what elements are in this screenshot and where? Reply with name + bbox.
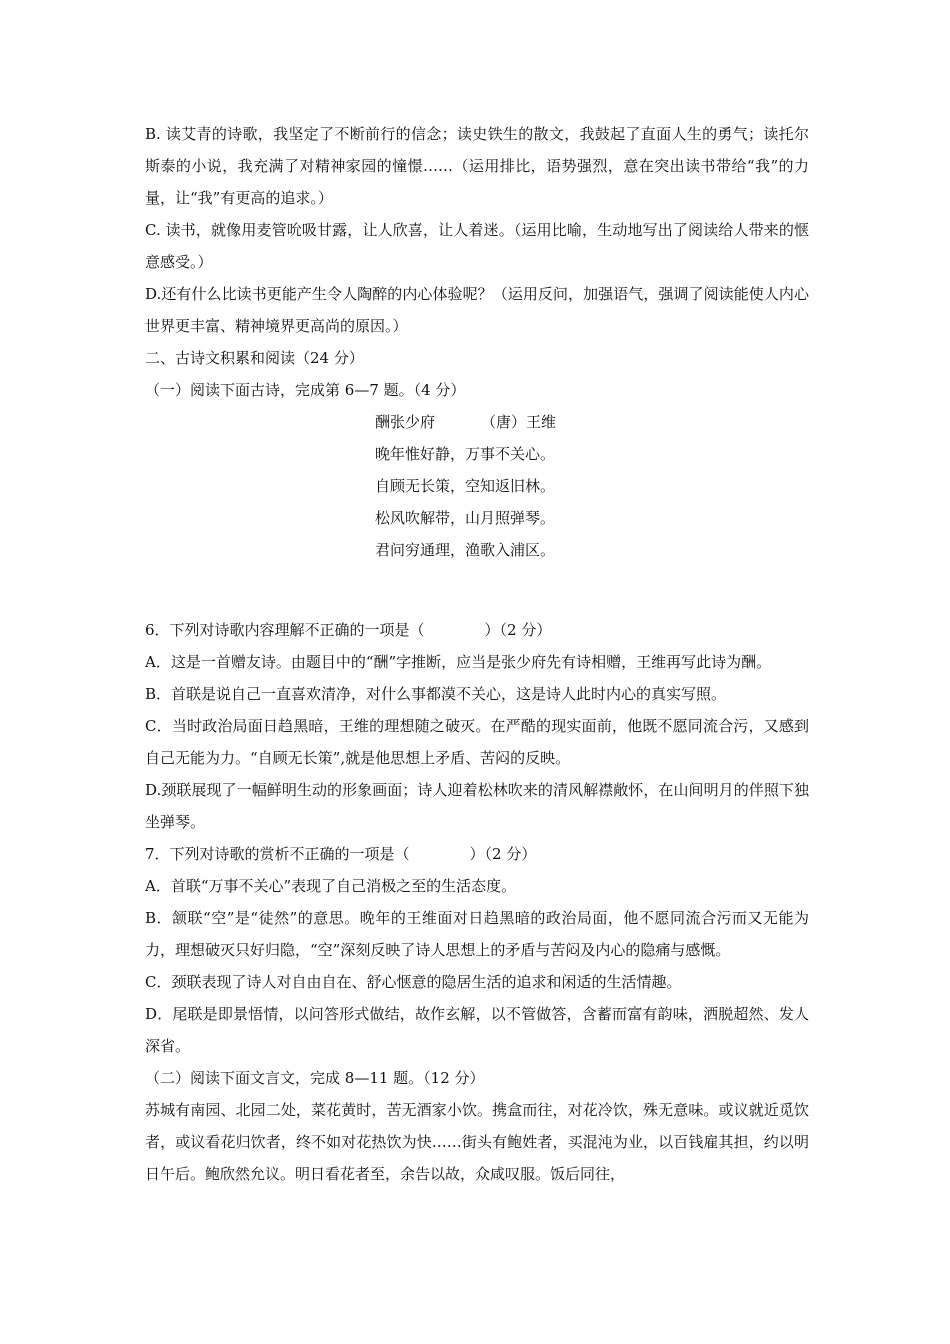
exam-page [145, 118, 809, 1190]
poem-title: 酬张少府 [375, 413, 436, 431]
classical-passage: 苏城有南园、北园二处，菜花黄时，苦无酒家小饮。携盒而往，对花冷饮，殊无意味。或议就近觅饮者，或议看花归饮者，终不如对花热饮为快……街头有鲍姓者，买混沌为业，以百钱雇其担，约以明日午后。鲍欣然允议。明日看花者至，余告以故，众咸叹服。饭后同往， [145, 1101, 809, 1183]
q6-stem: 6．下列对诗歌内容理解不正确的一项是（ ）（2 分） [145, 621, 552, 639]
q7-option-d: D．尾联是即景悟情，以问答形式做结，故作玄解，以不管做答，含蓄而富有韵味，洒脱超然、发人深省。 [145, 1005, 809, 1055]
poem-line: 君问穷通理，渔歌入浦区。 [375, 541, 556, 559]
poem-line: 晚年惟好静，万事不关心。 [375, 445, 556, 463]
q5-option-c: C. 读书，就像用麦管吮吸甘露，让人欣喜，让人着迷。（运用比喻，生动地写出了阅读给人带来的惬意感受。） [145, 221, 809, 271]
q7-option-c: C．颈联表现了诗人对自由自在、舒心惬意的隐居生活的追求和闲适的生活情趣。 [145, 973, 682, 991]
poem-line: 松风吹解带，山月照弹琴。 [375, 509, 556, 527]
q6-option-b: B．首联是说自己一直喜欢清净，对什么事都漠不关心，这是诗人此时内心的真实写照。 [145, 685, 727, 703]
spacer [145, 566, 809, 614]
poem-line: 自顾无长策，空知返旧林。 [375, 477, 556, 495]
q5-option-b: B. 读艾青的诗歌，我坚定了不断前行的信念；读史铁生的散文，我鼓起了直面人生的勇气；读托尔斯泰的小说，我充满了对精神家园的憧憬……（运用排比，语势强烈，意在突出读书带给“我”的力量，让“我”有更高的追求。） [145, 125, 809, 207]
q6-option-c: C．当时政治局面日趋黑暗，王维的理想随之破灭。在严酷的现实面前，他既不愿同流合污，又感到自己无能为力。“自顾无长策”,就是他思想上矛盾、苦闷的反映。 [145, 717, 809, 767]
poem [375, 406, 809, 566]
q7-option-a: A．首联“万事不关心”表现了自己消极之至的生活态度。 [145, 877, 517, 895]
section-heading: 二、古诗文积累和阅读（24 分） [145, 349, 364, 367]
q7-option-b: B．颔联“空”是“徒然”的意思。晚年的王维面对日趋黑暗的政治局面，他不愿同流合污而又无能为力，理想破灭只好归隐，“空”深刻反映了诗人思想上的矛盾与苦闷及内心的隐痛与感慨。 [145, 909, 809, 959]
part2-heading: （二）阅读下面文言文，完成 8—11 题。（12 分） [145, 1069, 485, 1087]
poem-title-line [375, 406, 809, 438]
q6-option-d: D.颈联展现了一幅鲜明生动的形象画面；诗人迎着松林吹来的清风解襟敞怀，在山间明月的伴照下独坐弹琴。 [145, 781, 809, 831]
poem-author: （唐）王维 [481, 413, 557, 431]
q5-option-d: D.还有什么比读书更能产生令人陶醉的内心体验呢？（运用反问，加强语气，强调了阅读能使人内心世界更丰富、精神境界更高尚的原因。） [145, 285, 809, 335]
part1-heading: （一）阅读下面古诗，完成第 6—7 题。（4 分） [145, 381, 466, 399]
q6-option-a: A．这是一首赠友诗。由题目中的“酬”字推断，应当是张少府先有诗相赠，王维再写此诗为酬。 [145, 653, 772, 671]
q7-stem: 7．下列对诗歌的赏析不正确的一项是（ ）（2 分） [145, 845, 537, 863]
